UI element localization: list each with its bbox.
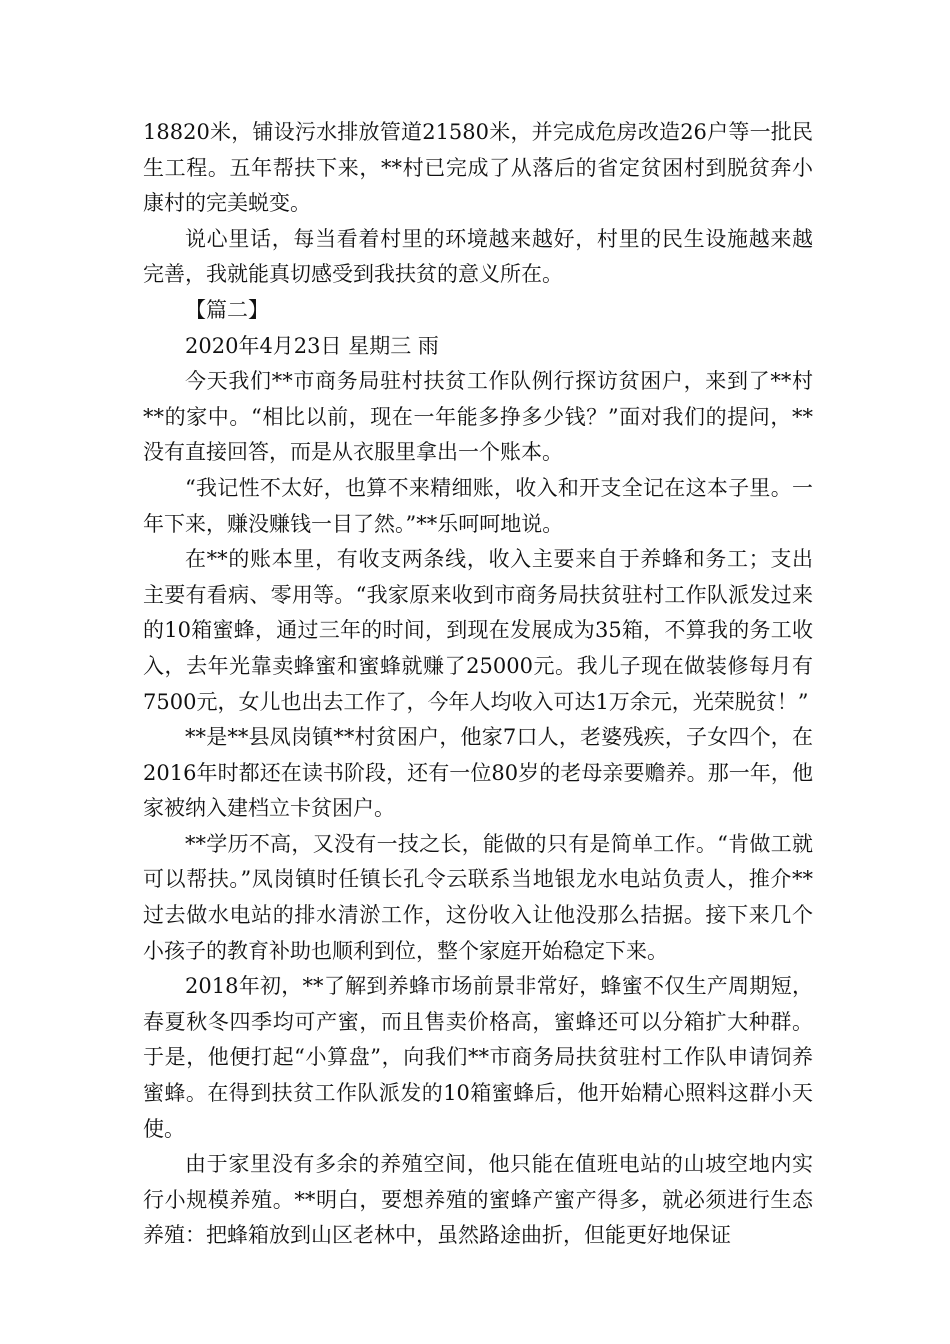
document-paragraph: 18820米，铺设污水排放管道21580米，并完成危房改造26户等一批民生工程。五年帮扶下来，**村已完成了从落后的省定贫困村到脱贫奔小康村的完美蜕变。 <box>143 120 813 216</box>
document-body <box>143 115 813 1254</box>
document-paragraph: **学历不高，又没有一技之长，能做的只有是简单工作。“肯做工就可以帮扶。”凤岗镇时任镇长孔令云联系当地银龙水电站负责人，推介**过去做水电站的排水清淤工作，这份收入让他没那么拮据。接下来几个小孩子的教育补助也顺利到位，整个家庭开始稳定下来。 <box>143 831 813 963</box>
document-paragraph: “我记性不太好，也算不来精细账，收入和开支全记在这本子里。一年下来，赚没赚钱一目了然。”**乐呵呵地说。 <box>143 475 813 536</box>
document-paragraph: 在**的账本里，有收支两条线，收入主要来自于养蜂和务工；支出主要有看病、零用等。“我家原来收到市商务局扶贫驻村工作队派发过来的10箱蜜蜂，通过三年的时间，到现在发展成为35箱，不算我的务工收入，去年光靠卖蜂蜜和蜜蜂就赚了25000元。我儿子现在做装修每月有7500元，女儿也出去工作了，今年人均收入可达1万余元，光荣脱贫！” <box>143 547 813 714</box>
document-paragraph: **是**县凤岗镇**村贫困户，他家7口人，老婆残疾，子女四个，在2016年时都还在读书阶段，还有一位80岁的老母亲要赡养。那一年，他家被纳入建档立卡贫困户。 <box>143 725 813 821</box>
document-paragraph: 2018年初，**了解到养蜂市场前景非常好，蜂蜜不仅生产周期短，春夏秋冬四季均可产蜜，而且售卖价格高，蜜蜂还可以分箱扩大种群。于是，他便打起“小算盘”，向我们**市商务局扶贫驻村工作队申请饲养蜜蜂。在得到扶贫工作队派发的10箱蜜蜂后，他开始精心照料这群小天使。 <box>143 974 813 1141</box>
document-paragraph: 今天我们**市商务局驻村扶贫工作队例行探访贫困户，来到了**村**的家中。“相比以前，现在一年能多挣多少钱？”面对我们的提问，**没有直接回答，而是从衣服里拿出一个账本。 <box>143 369 813 465</box>
document-paragraph: 说心里话，每当看着村里的环境越来越好，村里的民生设施越来越完善，我就能真切感受到我扶贫的意义所在。 <box>143 226 813 287</box>
document-paragraph: 【篇二】 <box>185 297 269 322</box>
document-paragraph: 由于家里没有多余的养殖空间，他只能在值班电站的山坡空地内实行小规模养殖。**明白，要想养殖的蜜蜂产蜜产得多，就必须进行生态养殖：把蜂箱放到山区老林中，虽然路途曲折，但能更好地保证 <box>143 1152 813 1248</box>
document-paragraph: 2020年4月23日 星期三 雨 <box>185 333 439 358</box>
